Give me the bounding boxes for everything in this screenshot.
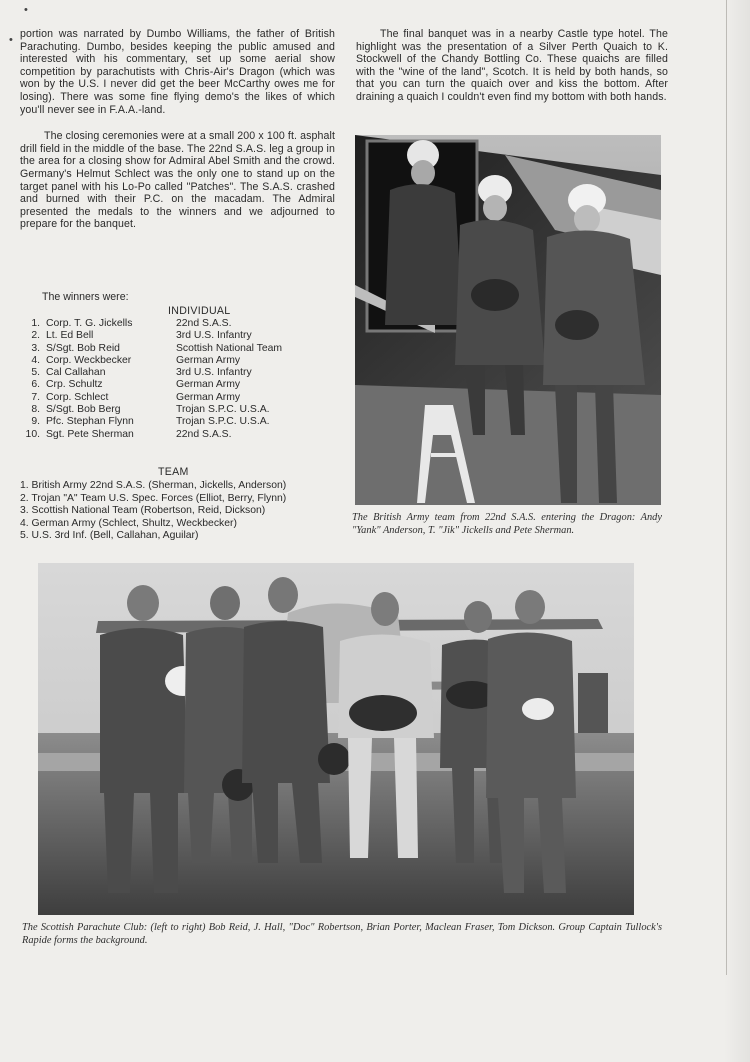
list-item: 3. S/Sgt. Bob Reid Scottish National Team: [31, 342, 283, 354]
list-item: 1. Corp. T. G. Jickells 22nd S.A.S.: [31, 318, 232, 329]
list-item: 2. Trojan "A" Team U.S. Spec. Forces (Elliot, Berry, Flynn): [20, 492, 287, 504]
caption-british-team: The British Army team from 22nd S.A.S. entering the Dragon: Andy "Yank" Anderson, T. "Jik" Jickells and Pete Sherman.: [352, 512, 662, 536]
list-item: 5. U.S. 3rd Inf. (Bell, Callahan, Aguilar): [20, 530, 199, 542]
list-item: 1. British Army 22nd S.A.S. (Sherman, Jickells, Anderson): [20, 480, 287, 491]
list-item: 10. Sgt. Pete Sherman 22nd S.A.S.: [25, 428, 232, 440]
list-item: 3. Scottish National Team (Robertson, Reid, Dickson): [20, 505, 266, 517]
list-item: 4. Corp. Weckbecker German Army: [31, 354, 241, 366]
paragraph-final-banquet: The final banquet was in a nearby Castle type hotel. The highlight was the presentation of a Silver Perth Quaich to K. Stockwell of the Chandy Bottling Co. These quaichs are filled with the "wine of the land", Scotch. It is held by both hands, so that you can turn the quaich over and kiss the bottom. After draining a quaich I couldn't even find my bottom with both hands.: [356, 28, 668, 103]
list-item: 8. S/Sgt. Bob Berg Trojan S.P.C. U.S.A.: [31, 404, 270, 416]
team-heading: TEAM: [158, 466, 189, 478]
photo-british-team-dragon: [355, 135, 661, 505]
team-winners-list: [20, 480, 340, 543]
right-text-column: [356, 28, 668, 104]
caption-scottish-club: The Scottish Parachute Club: (left to right) Bob Reid, J. Hall, "Doc" Robertson, Brian Porter, Maclean Fraser, Tom Dickson. Group Captain Tullock's Rapide forms the background.: [22, 922, 662, 946]
page-edge-shadow: [724, 0, 750, 1062]
speck-mark: •: [9, 34, 13, 46]
photo-scottish-club-image: [38, 563, 634, 915]
left-text-column: [20, 28, 335, 231]
photo-british-team-image: [355, 135, 661, 505]
list-item: 2. Lt. Ed Bell 3rd U.S. Infantry: [31, 330, 252, 342]
list-item: 4. German Army (Schlect, Shultz, Weckbecker): [20, 517, 237, 529]
page-fold-line: [726, 0, 727, 975]
individual-heading: INDIVIDUAL: [168, 305, 231, 317]
winners-intro: The winners were:: [42, 291, 129, 303]
list-item: 7. Corp. Schlect German Army: [31, 391, 241, 403]
list-item: 6. Crp. Schultz German Army: [31, 379, 241, 391]
paragraph-closing-ceremonies: The closing ceremonies were at a small 200 x 100 ft. asphalt drill field in the middle of the base. The 22nd S.A.S. leg a group in the area for a closing show for Admiral Abel Smith and the crowd. Germany's Helmut Schlect was the only one to stand up on the target panel with his Lo-Po called "Patches". The S.A.S. crashed and burned with their P.C. on the macadam. The Admiral presented the medals to the winners and we adjourned to prepare for the banquet.: [20, 130, 335, 231]
photo-scottish-parachute-club: [38, 563, 634, 915]
paragraph-dumbo-commentary: portion was narrated by Dumbo Williams, the father of British Parachuting. Dumbo, besides keeping the public amused and interested with his commentary, set up some aerial show competition by parachutists with Chris-Air's Dragon (which was won by the U.S. I never did get the beer McCarthy owes me for losing). There was some fine flying demo's the likes of which you'll never see in F.A.A.-land.: [20, 28, 335, 116]
list-item: 5. Cal Callahan 3rd U.S. Infantry: [31, 367, 252, 379]
speck-mark: •: [24, 4, 28, 16]
list-item: 9. Pfc. Stephan Flynn Trojan S.P.C. U.S.A.: [31, 416, 270, 428]
individual-winners-list: [24, 318, 324, 441]
